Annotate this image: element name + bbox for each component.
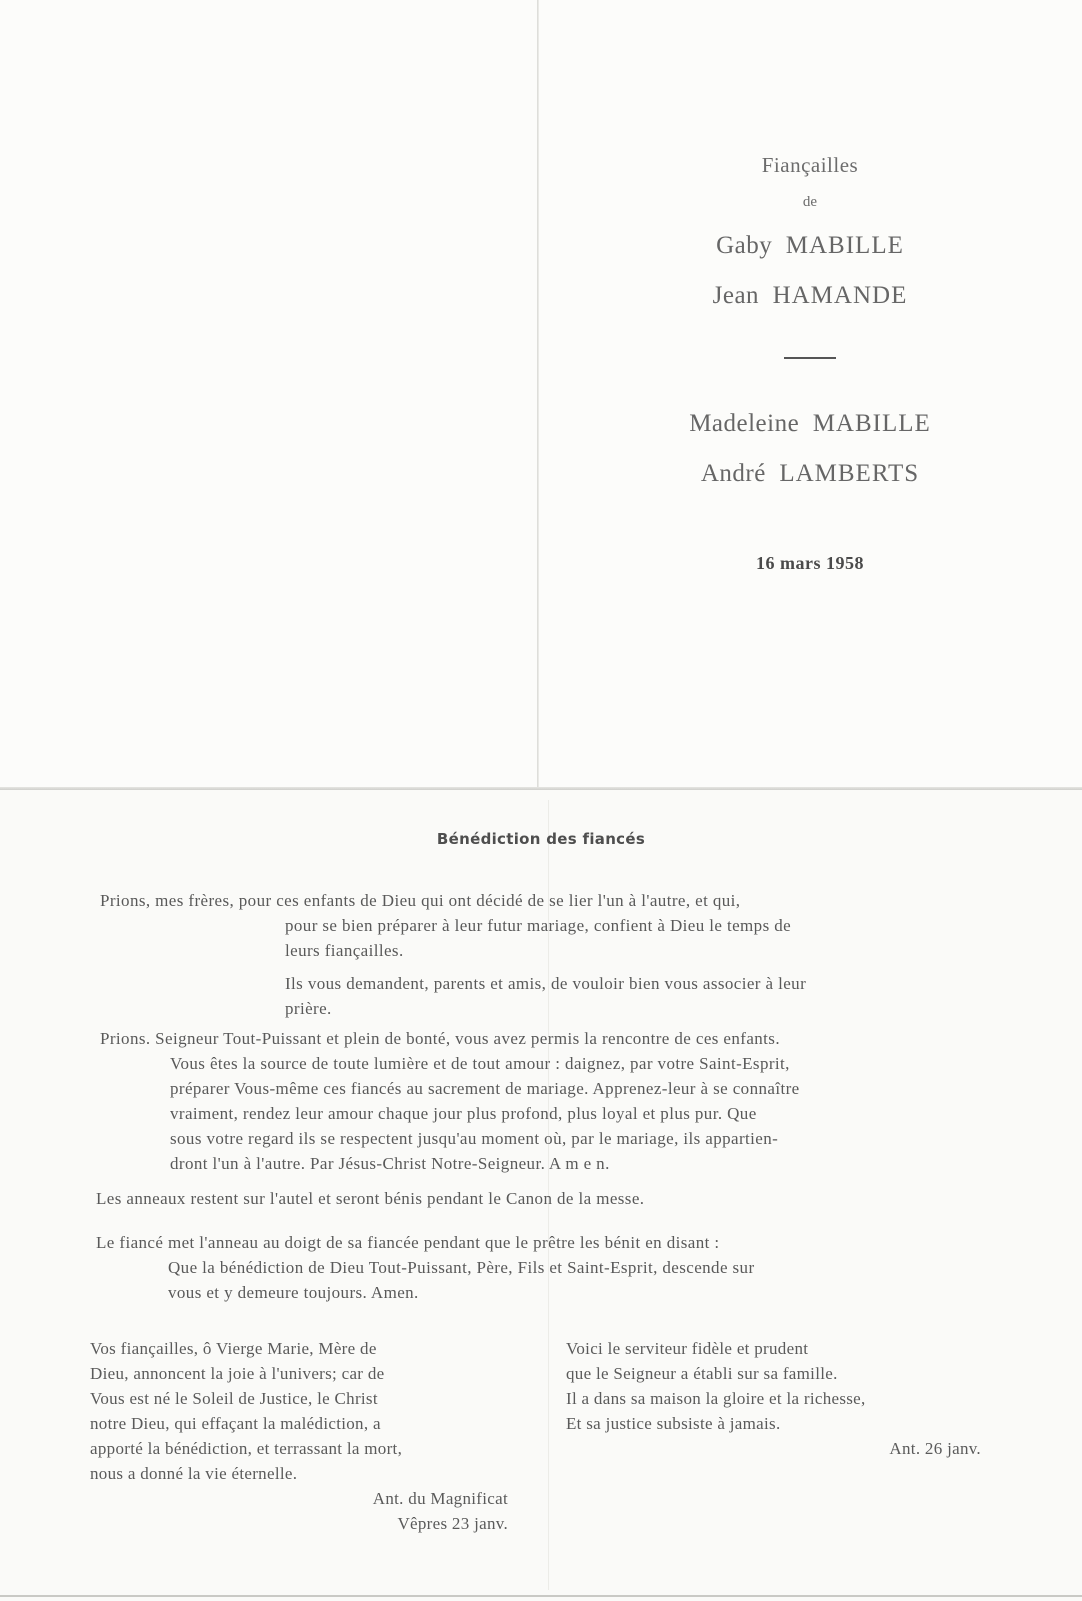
text-line: nous a donné la vie éternelle. (90, 1464, 298, 1483)
text-line: que le Seigneur a établi sur sa famille. (566, 1364, 838, 1383)
text-line: Que la bénédiction de Dieu Tout-Puissant, Père, Fils et Saint-Esprit, descende sur (168, 1258, 755, 1277)
first-name: André (700, 460, 766, 487)
text-line: pour se bien préparer à leur futur mariage, confient à Dieu le temps de (285, 916, 792, 935)
text-line: Vous est né le Soleil de Justice, le Christ (90, 1389, 378, 1408)
last-name: MABILLE (812, 410, 931, 437)
text-line: Le fiancé met l'anneau au doigt de sa fiancée pendant que le prêtre les bénit en disant : (96, 1233, 720, 1252)
text-line: Voici le serviteur fidèle et prudent (566, 1339, 809, 1358)
antiphon-left (90, 1336, 508, 1536)
text-line: Dieu, annoncent la joie à l'univers; car de (90, 1364, 385, 1383)
text-line: Et sa justice subsiste à jamais. (566, 1414, 781, 1433)
first-name: Jean (712, 282, 760, 309)
cover-connector: de (802, 194, 818, 210)
text-line: sous votre regard ils se respectent jusqu'au moment où, par le mariage, ils appartien- (170, 1129, 779, 1148)
indent-block (170, 1051, 965, 1176)
name-line (600, 271, 1020, 321)
text-line: Ils vous demandent, parents et amis, de vouloir bien vous associer à leur (285, 974, 807, 993)
first-name: Madeleine (689, 410, 800, 437)
text-line: Vos fiançailles, ô Vierge Marie, Mère de (90, 1339, 377, 1358)
text-line: Les anneaux restent sur l'autel et seront bénis pendant le Canon de la messe. (96, 1189, 645, 1208)
cover (600, 150, 1020, 574)
antiphon-source: Ant. 26 janv. (889, 1439, 981, 1458)
name-line (600, 449, 1020, 499)
couple-1 (600, 221, 1020, 321)
paragraph-prayer-intro (100, 888, 965, 1021)
benediction-section (0, 830, 1082, 1302)
antiphon-right (566, 1336, 981, 1461)
text-line: vraiment, rendez leur amour chaque jour plus profond, plus loyal et plus pur. Que (170, 1104, 757, 1123)
name-line (600, 221, 1020, 271)
paragraph-prayer (100, 1026, 965, 1176)
last-name: HAMANDE (772, 282, 908, 309)
antiphon-source: Ant. du Magnificat (372, 1489, 508, 1508)
vertical-fold (537, 0, 539, 790)
text-line: Prions, mes frères, pour ces enfants de Dieu qui ont décidé de se lier l'un à l'autre, et qui, (100, 891, 741, 910)
last-name: MABILLE (785, 232, 904, 259)
indent-block (168, 1255, 966, 1305)
text-line: préparer Vous-même ces fiancés au sacrement de mariage. Apprenez-leur à se connaître (170, 1079, 800, 1098)
text-line: apporté la bénédiction, et terrassant la mort, (90, 1439, 403, 1458)
divider (784, 357, 836, 359)
bottom-edge (0, 1595, 1082, 1597)
last-name: LAMBERTS (779, 460, 920, 487)
text-line: Prions. Seigneur Tout-Puissant et plein de bonté, vous avez permis la rencontre de ces enfants. (100, 1029, 780, 1048)
indent-block (285, 913, 965, 1021)
text-line: Il a dans sa maison la gloire et la richesse, (566, 1389, 866, 1408)
paragraph-blessing (96, 1230, 966, 1305)
text-line: vous et y demeure toujours. Amen. (168, 1283, 419, 1302)
cover-date: 16 mars 1958 (756, 553, 864, 573)
text-line: notre Dieu, qui effaçant la malédiction, a (90, 1414, 381, 1433)
antiphon-source: Vêpres 23 janv. (397, 1514, 508, 1533)
text-line: Vous êtes la source de toute lumière et de tout amour : daignez, par votre Saint-Esprit, (170, 1054, 790, 1073)
couple-2 (600, 399, 1020, 499)
cover-title: Fiançailles (761, 153, 859, 177)
horizontal-fold (0, 787, 1082, 790)
benediction-title: Bénédiction des fiancés (436, 830, 646, 848)
text-line: leurs fiançailles. (285, 941, 404, 960)
first-name: Gaby (716, 232, 773, 259)
paragraph-rings (96, 1186, 966, 1211)
name-line (600, 399, 1020, 449)
text-line: dront l'un à l'autre. Par Jésus-Christ Notre-Seigneur. A m e n. (170, 1154, 610, 1173)
text-line: prière. (285, 999, 332, 1018)
